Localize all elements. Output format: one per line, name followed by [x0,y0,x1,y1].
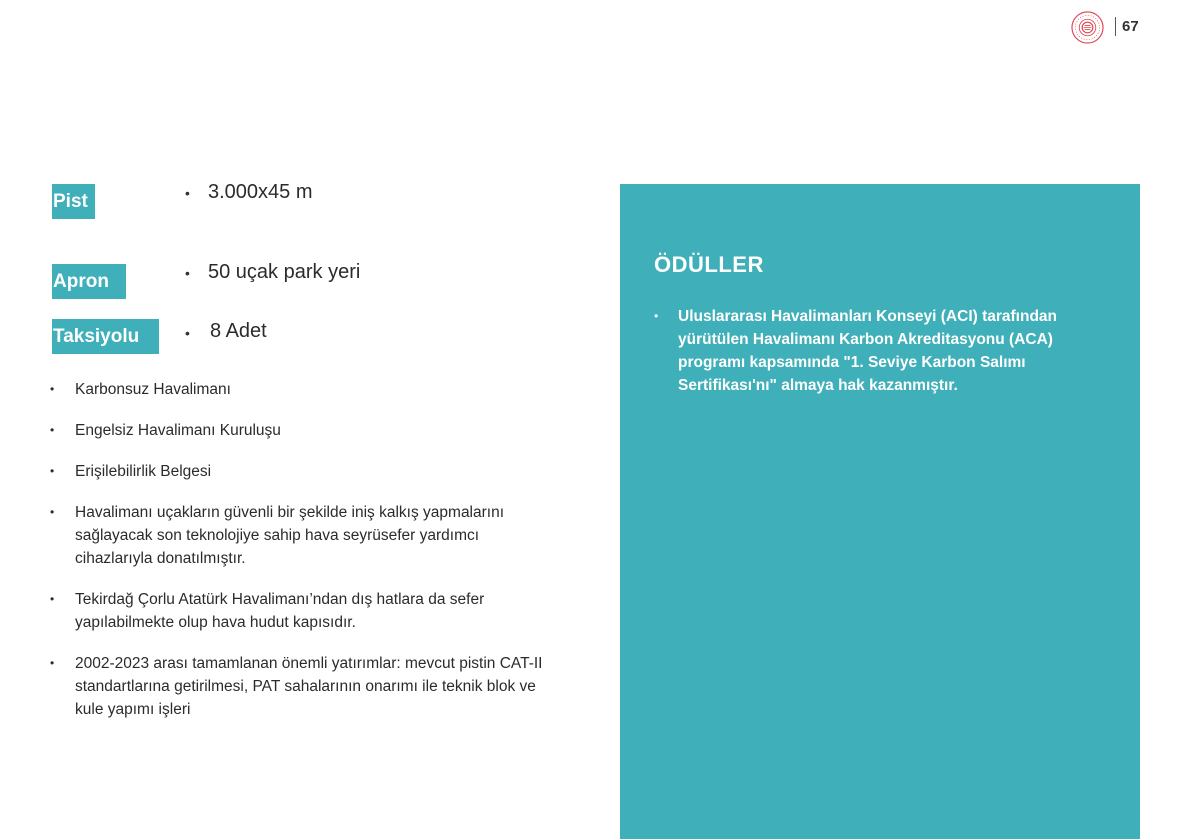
bullet: • [50,592,55,606]
list-item: • Havalimanı uçakların güvenli bir şekilde iniş kalkış yapmalarını sağlayacak son teknolojiye sahip hava seyrüsefer yardımcı cihazlarıyla donatılmıştır. [50,501,550,570]
header-divider [1115,17,1116,36]
list-item: • Tekirdağ Çorlu Atatürk Havalimanı’ndan dış hatlara da sefer yapılabilmekte olup hava hudut kapısıdır. [50,588,550,634]
awards-title: ÖDÜLLER [654,252,764,277]
bullet: • [50,464,55,478]
bullet: • [50,656,55,670]
list-item: • 2002-2023 arası tamamlanan önemli yatırımlar: mevcut pistin CAT-II standartlarına getirilmesi, PAT sahalarının onarımı ile teknik blok ve kule yapımı işleri [50,652,550,721]
bullet: • [50,505,55,519]
bullet: • [50,423,55,437]
spec-label-apron: Apron [52,264,126,299]
page-number: 67 [1122,18,1139,35]
list-item: • Uluslararası Havalimanları Konseyi (ACI) tarafından yürütülen Havalimanı Karbon Akreditasyonu (ACA) programı kapsamında "1. Seviye Karbon Salımı Sertifikası'nı" almaya hak kazanmıştır. [654,305,1104,397]
awards-panel [620,184,1140,839]
bullet: • [50,382,55,396]
spec-value-taksiyolu: 8 Adet [210,320,267,342]
feature-list [50,378,550,739]
awards-list [654,305,1104,397]
spec-bullet: • [185,265,190,281]
spec-bullet: • [185,185,190,201]
list-item: • Engelsiz Havalimanı Kuruluşu [50,419,550,442]
bullet: • [654,309,659,323]
list-item: • Erişilebilirlik Belgesi [50,460,550,483]
spec-value-apron: 50 uçak park yeri [208,261,361,283]
spec-label-pist: Pist [52,184,95,219]
list-item: • Karbonsuz Havalimanı [50,378,550,401]
ministry-seal-icon [1071,11,1104,44]
spec-label-taksiyolu: Taksiyolu [52,319,159,354]
spec-value-pist: 3.000x45 m [208,181,313,203]
spec-bullet: • [185,325,190,341]
